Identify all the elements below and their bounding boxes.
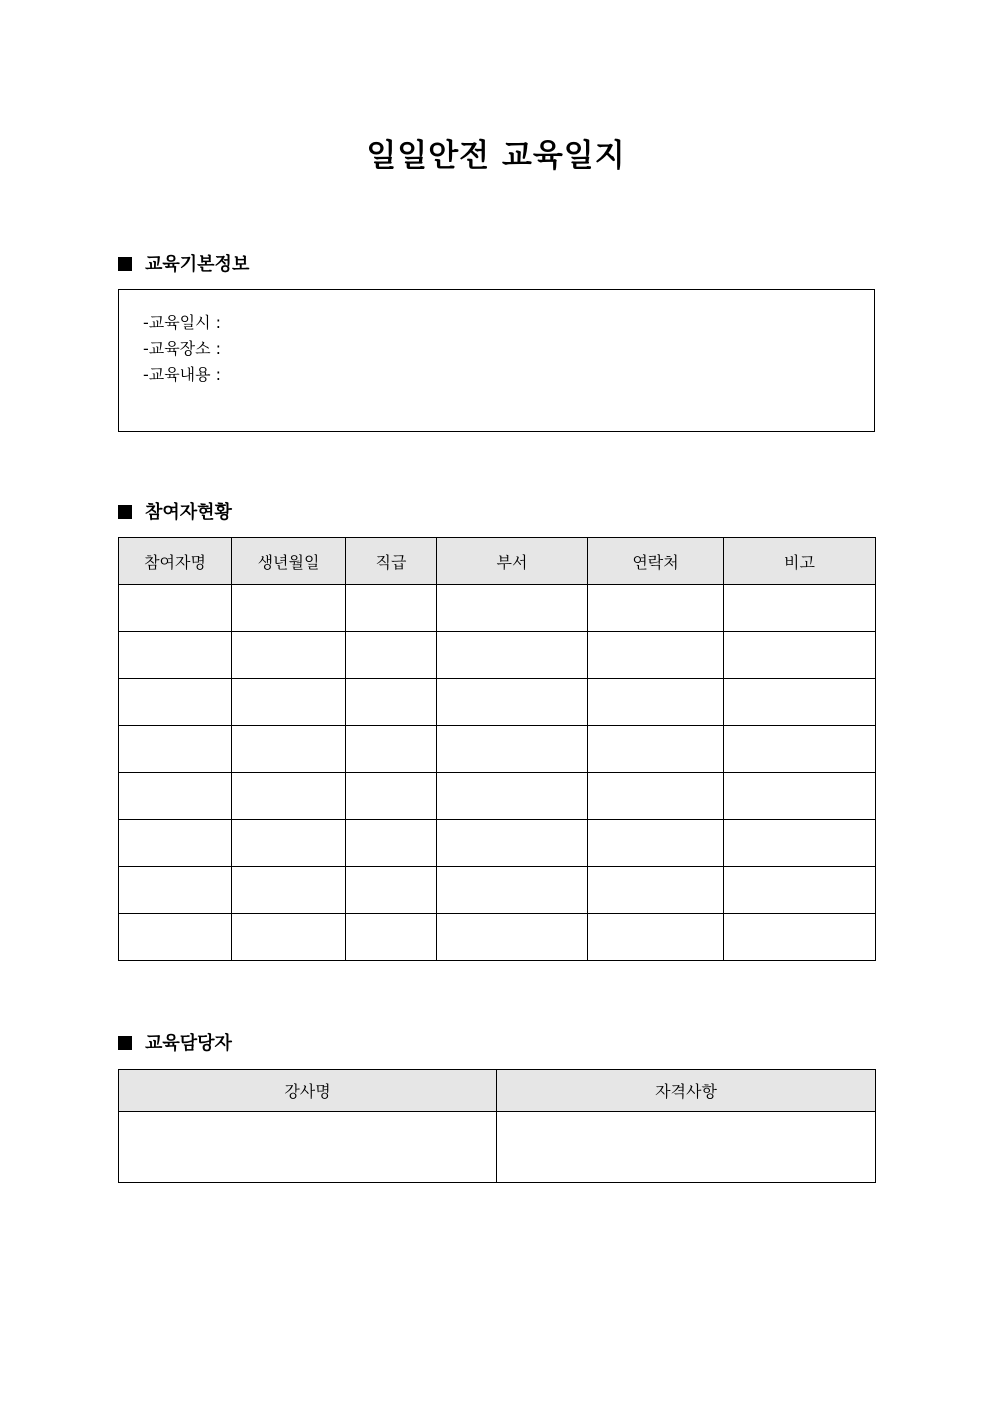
table-cell[interactable] xyxy=(119,726,232,773)
table-row xyxy=(119,867,876,914)
table-cell[interactable] xyxy=(232,867,346,914)
column-header: 자격사항 xyxy=(497,1070,876,1112)
table-cell[interactable] xyxy=(346,820,437,867)
table-cell[interactable] xyxy=(346,773,437,820)
basic-info-box xyxy=(118,289,875,432)
table-row xyxy=(119,773,876,820)
table-cell[interactable] xyxy=(232,773,346,820)
square-bullet-icon xyxy=(118,505,132,519)
table-cell[interactable] xyxy=(588,632,724,679)
table-cell[interactable] xyxy=(724,867,876,914)
column-header: 생년월일 xyxy=(232,538,346,585)
table-row xyxy=(119,632,876,679)
table-cell[interactable] xyxy=(346,914,437,961)
table-cell[interactable] xyxy=(437,867,588,914)
table-cell[interactable] xyxy=(119,820,232,867)
square-bullet-icon xyxy=(118,257,132,271)
table-cell[interactable] xyxy=(437,679,588,726)
info-line-content[interactable]: -교육내용 : xyxy=(143,365,222,384)
table-row xyxy=(119,820,876,867)
table-cell[interactable] xyxy=(588,679,724,726)
table-cell[interactable] xyxy=(497,1112,876,1183)
table-row xyxy=(119,1112,876,1183)
section-heading-instructors xyxy=(118,1031,232,1057)
table-cell[interactable] xyxy=(588,585,724,632)
column-header: 부서 xyxy=(437,538,588,585)
column-header: 연락처 xyxy=(588,538,724,585)
table-cell[interactable] xyxy=(588,773,724,820)
table-cell[interactable] xyxy=(119,1112,497,1183)
table-cell[interactable] xyxy=(724,820,876,867)
table-cell[interactable] xyxy=(119,773,232,820)
table-cell[interactable] xyxy=(119,679,232,726)
table-cell[interactable] xyxy=(437,585,588,632)
table-cell[interactable] xyxy=(232,585,346,632)
table-header-row xyxy=(119,1070,876,1112)
page-title: 일일안전 교육일지 xyxy=(366,138,626,174)
table-cell[interactable] xyxy=(346,585,437,632)
table-cell[interactable] xyxy=(724,679,876,726)
table-row xyxy=(119,679,876,726)
table-cell[interactable] xyxy=(724,585,876,632)
table-cell[interactable] xyxy=(437,820,588,867)
column-header: 직급 xyxy=(346,538,437,585)
section-heading-label: 교육담당자 xyxy=(145,1033,232,1054)
table-cell[interactable] xyxy=(437,773,588,820)
table-cell[interactable] xyxy=(724,773,876,820)
table-cell[interactable] xyxy=(724,726,876,773)
table-cell[interactable] xyxy=(437,914,588,961)
section-heading-label: 참여자현황 xyxy=(145,502,232,523)
table-cell[interactable] xyxy=(437,726,588,773)
table-cell[interactable] xyxy=(346,632,437,679)
table-cell[interactable] xyxy=(232,679,346,726)
table-cell[interactable] xyxy=(588,726,724,773)
section-heading-label: 교육기본정보 xyxy=(145,254,250,275)
basic-info-list xyxy=(143,310,221,388)
section-heading-participants xyxy=(118,500,232,526)
table-header-row xyxy=(119,538,876,585)
section-heading-basic-info xyxy=(118,252,249,278)
table-cell[interactable] xyxy=(232,914,346,961)
table-cell[interactable] xyxy=(346,867,437,914)
table-cell[interactable] xyxy=(119,914,232,961)
table-cell[interactable] xyxy=(232,632,346,679)
table-cell[interactable] xyxy=(119,867,232,914)
column-header: 참여자명 xyxy=(119,538,232,585)
column-header: 강사명 xyxy=(119,1070,497,1112)
table-cell[interactable] xyxy=(588,867,724,914)
table-cell[interactable] xyxy=(724,914,876,961)
table-cell[interactable] xyxy=(588,820,724,867)
info-line-date[interactable]: -교육일시 : xyxy=(143,313,222,332)
instructors-table xyxy=(118,1069,876,1183)
table-row xyxy=(119,726,876,773)
table-cell[interactable] xyxy=(588,914,724,961)
column-header: 비고 xyxy=(724,538,876,585)
table-cell[interactable] xyxy=(119,632,232,679)
table-cell[interactable] xyxy=(724,632,876,679)
table-cell[interactable] xyxy=(232,820,346,867)
table-row xyxy=(119,585,876,632)
table-cell[interactable] xyxy=(437,632,588,679)
table-cell[interactable] xyxy=(119,585,232,632)
table-row xyxy=(119,914,876,961)
table-cell[interactable] xyxy=(346,726,437,773)
table-cell[interactable] xyxy=(346,679,437,726)
info-line-place[interactable]: -교육장소 : xyxy=(143,339,222,358)
square-bullet-icon xyxy=(118,1036,132,1050)
participants-table xyxy=(118,537,876,961)
table-cell[interactable] xyxy=(232,726,346,773)
